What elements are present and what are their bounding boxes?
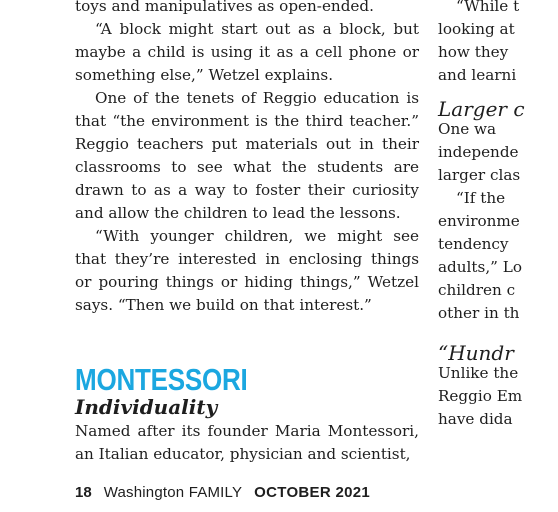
right-column-line: Reggio Em <box>438 387 523 405</box>
right-column-line: environme <box>438 212 520 230</box>
right-column-line: tendency <box>438 235 509 253</box>
issue-date: OCTOBER 2021 <box>254 484 371 501</box>
section-title: MONTESSORI <box>75 362 248 397</box>
body-paragraph: toys and manipulatives as open-ended. <box>75 0 374 15</box>
right-column-line: “While t <box>456 0 520 15</box>
right-column-line: independe <box>438 143 519 161</box>
publication-name: Washington FAMILY <box>103 484 243 501</box>
right-column-line: how they <box>438 43 509 61</box>
left-column <box>75 0 419 466</box>
right-column-line: looking at <box>438 20 515 38</box>
right-column-line: One wa <box>438 120 497 138</box>
right-column-heading: “Hundr <box>438 341 514 365</box>
right-column-line: have dida <box>438 410 513 428</box>
right-column-heading: Larger c <box>438 97 525 121</box>
body-paragraph: One of the tenets of Reggio education is that “the environment is the third teacher.” Reggio teachers put materials out in their classrooms to see what the students are drawn to as a way to foster their curiosity and allow the children to lead the lessons. <box>75 89 419 222</box>
right-column-line: other in th <box>438 304 520 322</box>
section-subtitle: Individuality <box>75 395 218 419</box>
body-paragraph: “A block might start out as a block, but maybe a child is using it as a cell phone or something else,” Wetzel explains. <box>75 20 419 84</box>
right-column-line: adults,” Lo <box>438 258 522 276</box>
right-column-line: and learni <box>438 66 517 84</box>
body-paragraph: “With younger children, we might see that they’re interested in enclosing things or pouring things or hiding things,” Wetzel says. “Then we build on that interest.” <box>75 227 419 314</box>
right-column-line: Unlike the <box>438 364 519 382</box>
right-column-line: “If the <box>456 189 506 207</box>
body-paragraph: Named after its founder Maria Montessori, an Italian educator, physician and scientist, <box>75 422 419 463</box>
right-column-line: larger clas <box>438 166 521 184</box>
right-column <box>438 0 558 431</box>
right-column-line: children c <box>438 281 516 299</box>
page-number: 18 <box>75 484 92 501</box>
page-footer <box>75 482 435 504</box>
